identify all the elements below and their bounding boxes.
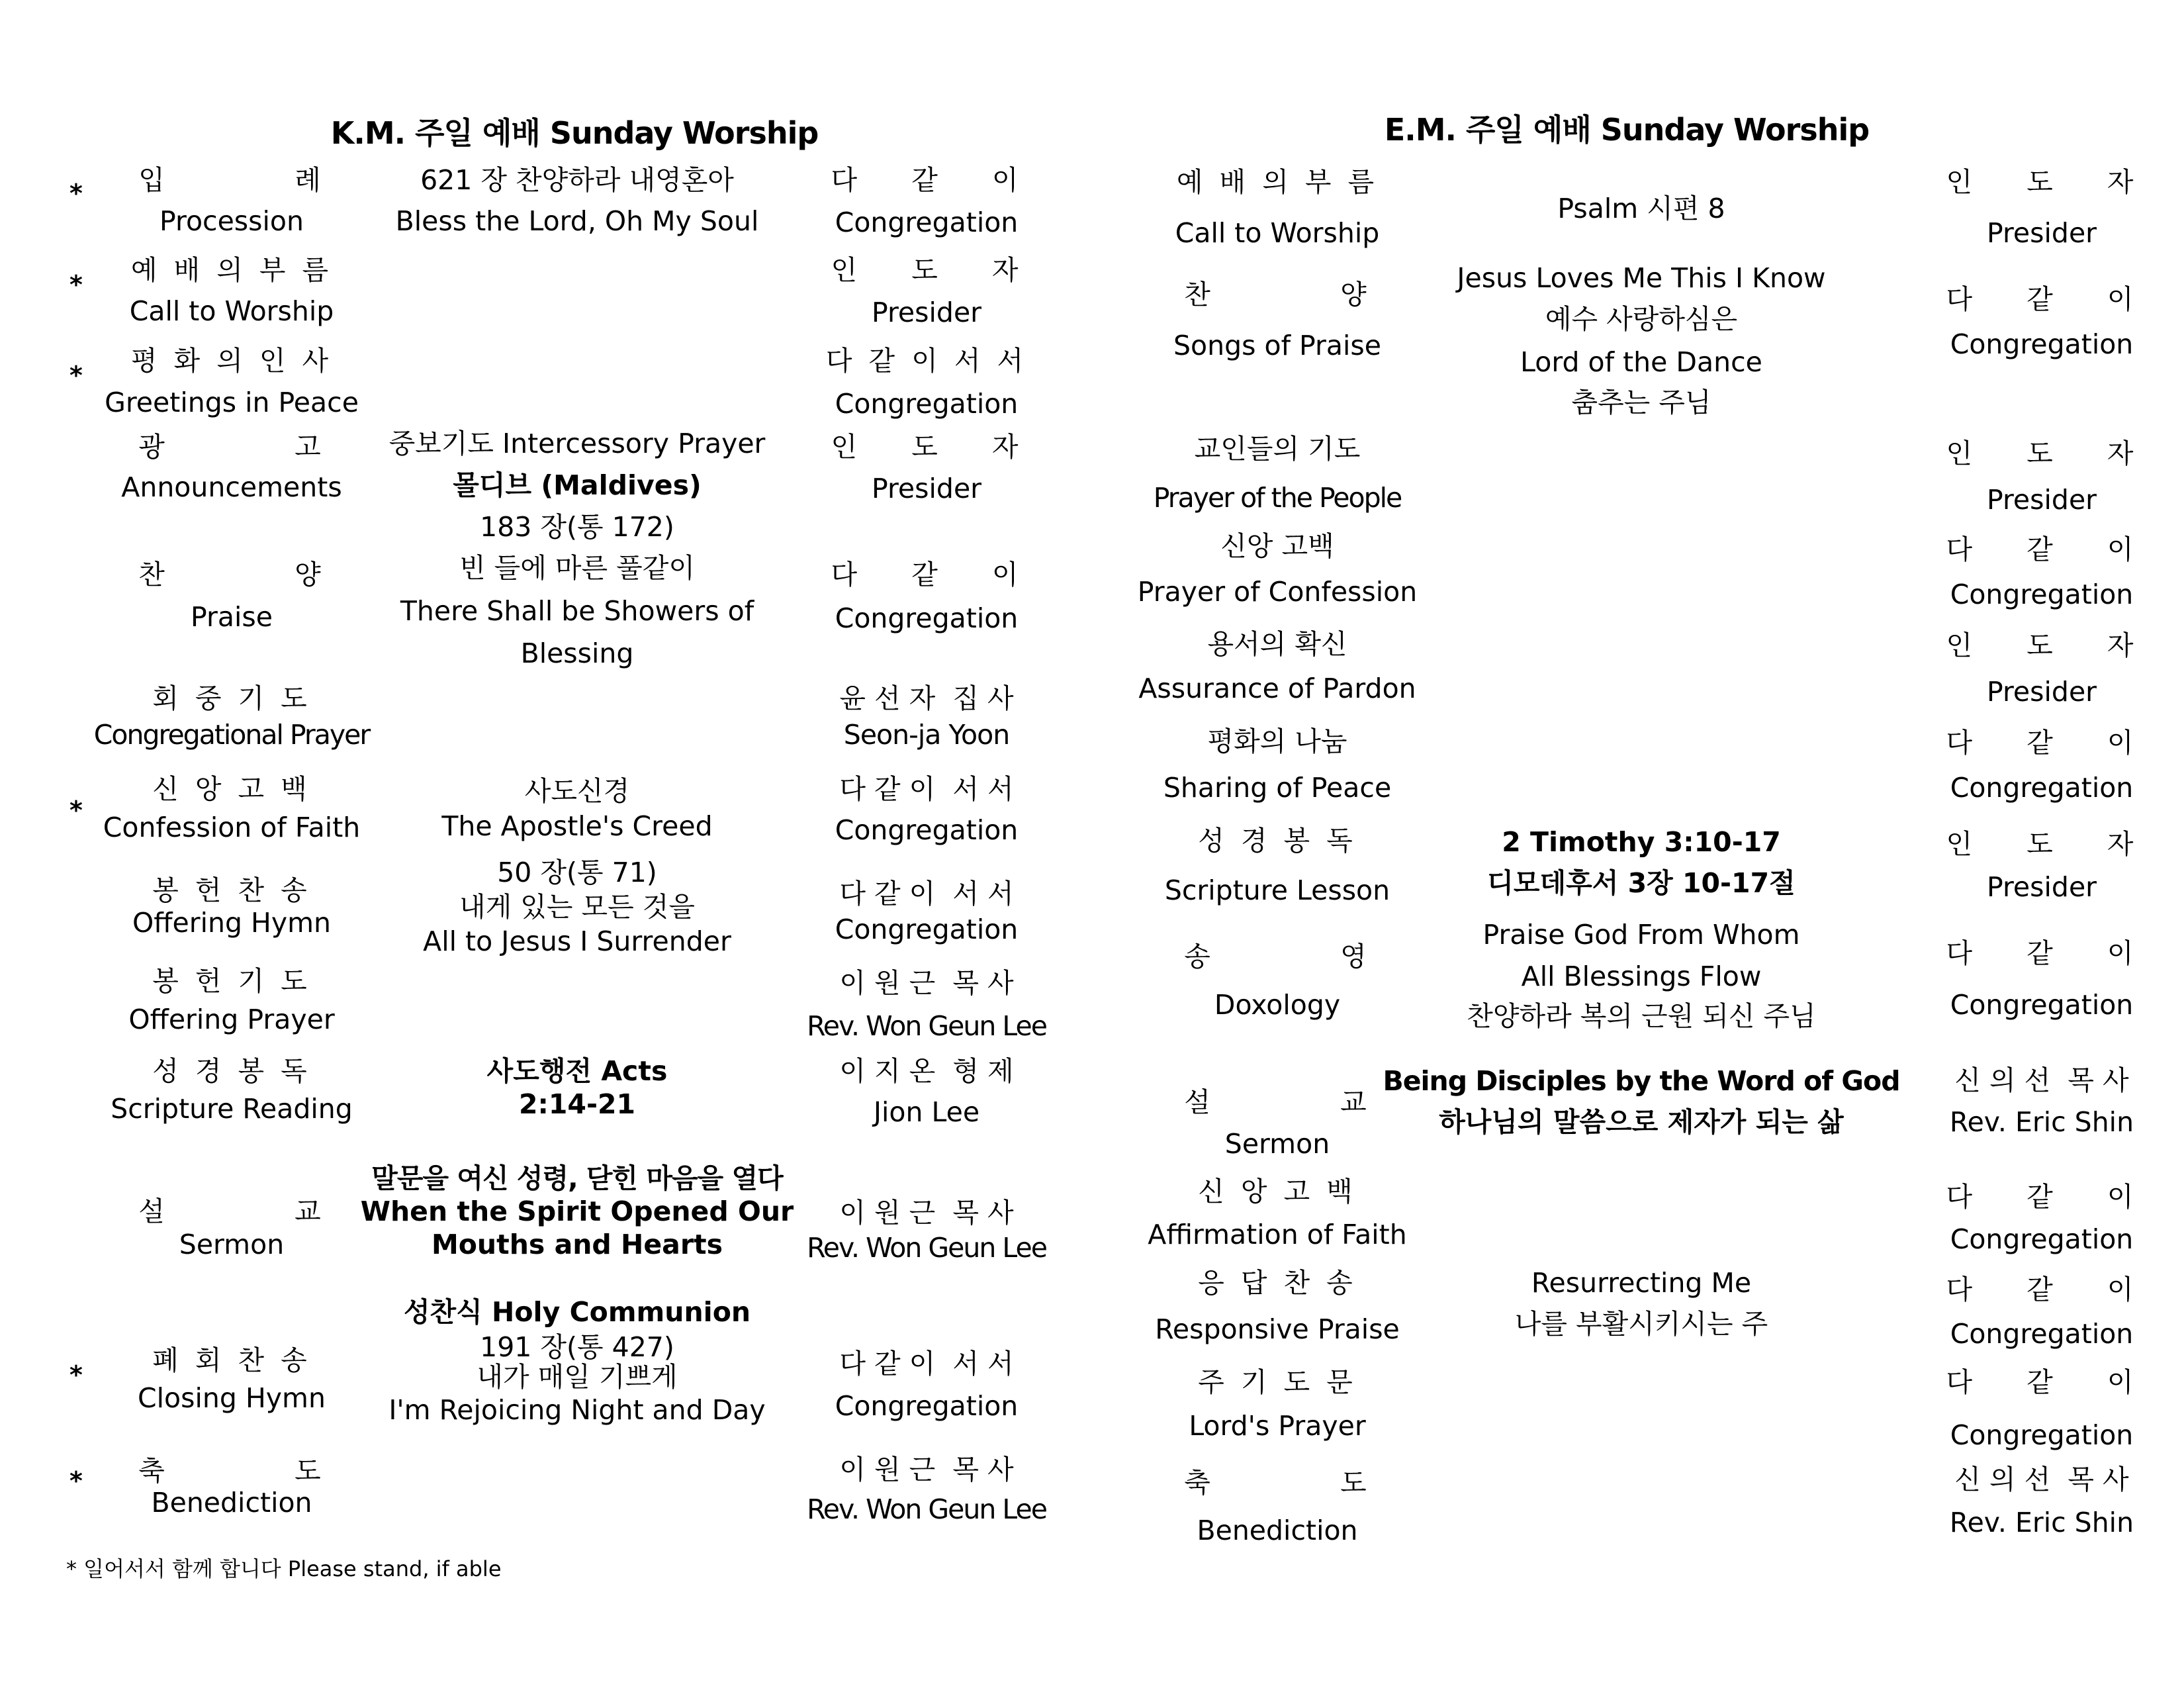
em-role-kr: 다 같 이 [1946,1181,2138,1213]
km-role-en: Congregation [835,388,1019,420]
em-role-en: Congregation [1950,772,2134,804]
km-item-en: Offering Prayer [128,1004,335,1035]
km-item-en: Offering Hymn [132,907,332,939]
km-item-kr: 봉 헌 기 도 [152,965,311,997]
km-role-kr: 인 도 자 [831,431,1023,463]
em-item-kr: 송 영 [1184,941,1371,972]
km-role-en: Jion Lee [873,1096,980,1128]
em-item-kr: 예 배 의 부 름 [1176,166,1379,198]
em-item-kr: 응 답 찬 송 [1198,1267,1357,1299]
song-title: Resurrecting Me [1531,1267,1752,1299]
km-role-kr: 윤 선 자 집 사 [839,682,1014,714]
em-role-kr: 인 도 자 [1946,166,2138,198]
km-item-en: Confession of Faith [103,812,361,843]
km-item-kr: 평 화 의 인 사 [130,345,333,377]
km-role-kr: 이 원 근 목 사 [839,967,1014,999]
km-role-kr: 다 같 이 서 서 [825,345,1028,377]
km-item-detail: 191 장(통 427) [480,1331,674,1363]
em-role-en: Rev. Eric Shin [1949,1507,2134,1538]
em-role-kr: 다 같 이 [1946,534,2138,565]
km-item-kr: 예 배 의 부 름 [130,254,333,286]
em-role-en: Presider [1986,676,2097,708]
em-role-kr: 다 같 이 [1946,937,2138,969]
em-role-en: Presider [1986,871,2097,903]
em-item-en: Responsive Praise [1155,1313,1400,1345]
em-item-en: Doxology [1214,989,1341,1021]
km-role-kr: 인 도 자 [831,254,1023,286]
em-role-en: Presider [1986,484,2097,516]
em-item-kr: 찬 양 [1184,279,1371,310]
em-item-kr: 교인들의 기도 [1194,433,1361,465]
sermon-title-en: When the Spirit Opened Our [360,1196,794,1227]
km-role-kr: 다 같 이 [831,164,1023,196]
em-item-kr: 신 앙 고 백 [1198,1176,1357,1207]
em-item-en: Affirmation of Faith [1148,1219,1407,1250]
km-item-en: Sermon [179,1229,285,1260]
km-item-kr: 폐 회 찬 송 [152,1344,311,1376]
km-item-detail: 사도신경 [524,775,630,807]
km-role-en: Congregation [835,207,1019,238]
km-item-en: Benediction [151,1487,312,1519]
km-role-en: Congregation [835,814,1019,846]
km-item-detail: The Apostle's Creed [441,810,713,842]
psalm-reading: Psalm 시편 8 [1557,193,1725,224]
km-role-en: Rev. Won Geun Lee [807,1232,1046,1264]
km-role-kr: 이 원 근 목 사 [839,1197,1014,1229]
km-item-kr: 성 경 봉 독 [152,1055,311,1087]
km-item-en: Congregational Prayer [93,719,370,751]
km-item-detail: 2:14-21 [518,1088,636,1120]
em-role-en: Rev. Eric Shin [1949,1106,2134,1138]
km-item-detail: Blessing [520,637,634,669]
km-role-en: Presider [871,473,982,504]
km-role-kr: 다 같 이 서 서 [839,773,1014,805]
km-item-detail: 몰디브 (Maldives) [453,469,702,501]
km-item-detail: 내가 매일 기쁘게 [477,1361,678,1393]
song-title: Lord of the Dance [1520,346,1762,378]
em-item-kr: 설 교 [1184,1086,1371,1118]
km-role-en: Rev. Won Geun Lee [807,1010,1046,1042]
em-role-en: Congregation [1950,579,2134,610]
em-item-en: Assurance of Pardon [1138,673,1416,704]
km-item-detail: 183 장(통 172) [480,511,674,543]
em-item-en: Sermon [1224,1128,1330,1160]
km-item-detail: There Shall be Showers of [400,595,754,627]
em-title: E.M. 주일 예배 Sunday Worship [1384,112,1870,148]
km-item-en: Call to Worship [129,295,334,327]
km-item-detail: I'm Rejoicing Night and Day [388,1394,766,1426]
em-role-kr: 다 같 이 [1946,727,2138,759]
scripture-lesson: 2 Timothy 3:10-17 [1502,826,1781,858]
km-item-detail: 사도행전 Acts [486,1055,668,1087]
km-item-en: Announcements [121,471,342,503]
sermon-title-kr: 말문을 여신 성령, 닫힌 마음을 열다 [371,1162,783,1194]
km-item-kr: 설 교 [138,1196,325,1227]
em-role-kr: 인 도 자 [1946,828,2138,860]
km-role-en: Congregation [835,1390,1019,1422]
em-role-en: Congregation [1950,1419,2134,1451]
km-item-detail: 중보기도 Intercessory Prayer [388,428,766,459]
sermon-title-kr: 하나님의 말씀으로 제자가 되는 삶 [1439,1106,1844,1138]
em-role-en: Presider [1986,217,2097,249]
km-item-detail: 내게 있는 모든 것을 [459,891,695,923]
km-item-detail: 621 장 찬양하라 내영혼아 [420,164,734,196]
em-order-of-worship [1092,0,2184,1688]
km-item-detail: All to Jesus I Surrender [423,925,731,957]
song-title: Jesus Loves Me This I Know [1457,262,1826,294]
em-role-en: Congregation [1950,1223,2134,1255]
song-title: 예수 사랑하심은 [1545,303,1738,335]
km-role-en: Congregation [835,914,1019,945]
km-item-detail: 빈 들에 마른 풀같이 [459,552,695,584]
em-item-en: Prayer of the People [1153,482,1402,514]
em-item-en: Songs of Praise [1173,330,1382,361]
em-role-kr: 다 같 이 [1946,1366,2138,1398]
em-role-kr: 다 같 이 [1946,283,2138,315]
km-role-en: Congregation [835,602,1019,634]
km-item-kr: 회 중 기 도 [152,682,311,714]
km-item-detail: Bless the Lord, Oh My Soul [395,205,759,237]
em-role-kr: 신 의 선 목 사 [1954,1464,2129,1495]
doxology-title: All Blessings Flow [1521,961,1762,992]
em-item-kr: 축 도 [1184,1467,1371,1499]
km-title: K.M. 주일 예배 Sunday Worship [330,115,819,151]
km-role-en: Seon-ja Yoon [843,719,1010,751]
km-role-kr: 이 원 근 목 사 [839,1454,1014,1485]
em-item-en: Lord's Prayer [1189,1410,1366,1442]
em-role-kr: 인 도 자 [1946,630,2138,661]
em-role-en: Congregation [1950,1318,2134,1350]
em-item-kr: 신앙 고백 [1220,530,1334,562]
km-role-en: Presider [871,297,982,328]
km-item-en: Praise [191,601,273,633]
em-item-kr: 주 기 도 문 [1198,1366,1357,1398]
stand-marker: * [69,1360,83,1389]
km-item-kr: 광 고 [138,431,325,463]
scripture-lesson: 디모데후서 3장 10-17절 [1487,867,1796,899]
sermon-title-en: Mouths and Hearts [431,1229,723,1260]
km-role-kr: 이 지 온 형 제 [839,1055,1014,1087]
km-item-kr: 봉 헌 찬 송 [152,874,311,906]
km-role-en: Rev. Won Geun Lee [807,1493,1046,1525]
km-item-en: Greetings in Peace [105,387,359,418]
em-item-en: Call to Worship [1175,217,1380,249]
song-title: 나를 부활시키시는 주 [1514,1308,1768,1340]
km-item-en: Closing Hymn [138,1382,326,1414]
em-role-en: Congregation [1950,989,2134,1021]
km-item-kr: 신 앙 고 백 [152,773,311,805]
em-item-en: Sharing of Peace [1163,772,1392,804]
em-item-en: Benediction [1197,1515,1358,1546]
stand-marker: * [69,796,83,825]
doxology-title: 찬양하라 복의 근원 되신 주님 [1467,1000,1816,1032]
km-item-en: Procession [159,205,304,237]
em-item-en: Prayer of Confession [1137,576,1418,608]
em-role-kr: 다 같 이 [1946,1274,2138,1305]
em-item-kr: 평화의 나눔 [1207,726,1347,757]
stand-marker: * [69,179,83,208]
stand-marker: * [69,270,83,299]
km-role-kr: 다 같 이 서 서 [839,878,1014,910]
km-item-detail: 성찬식 Holy Communion [403,1296,751,1328]
song-title: 춤추는 주님 [1571,387,1711,418]
km-role-kr: 다 같 이 [831,559,1023,590]
em-role-kr: 신 의 선 목 사 [1954,1064,2129,1096]
em-role-en: Congregation [1950,328,2134,360]
km-item-detail: 50 장(통 71) [497,857,657,888]
doxology-title: Praise God From Whom [1482,919,1800,951]
sermon-title-en: Being Disciples by the Word of God [1383,1065,1900,1097]
em-item-kr: 용서의 확신 [1207,628,1347,660]
km-item-kr: 입 례 [138,164,325,196]
em-role-kr: 인 도 자 [1946,438,2138,469]
km-item-en: Scripture Reading [111,1093,353,1125]
stand-footnote: * 일어서서 함께 합니다 Please stand, if able [66,1556,502,1581]
stand-marker: * [69,361,83,390]
em-item-en: Scripture Lesson [1164,874,1390,906]
em-item-kr: 성 경 봉 독 [1198,825,1357,857]
stand-marker: * [69,1466,83,1495]
km-role-kr: 다 같 이 서 서 [839,1348,1014,1380]
km-item-kr: 찬 양 [138,559,325,590]
km-item-kr: 축 도 [138,1455,325,1487]
